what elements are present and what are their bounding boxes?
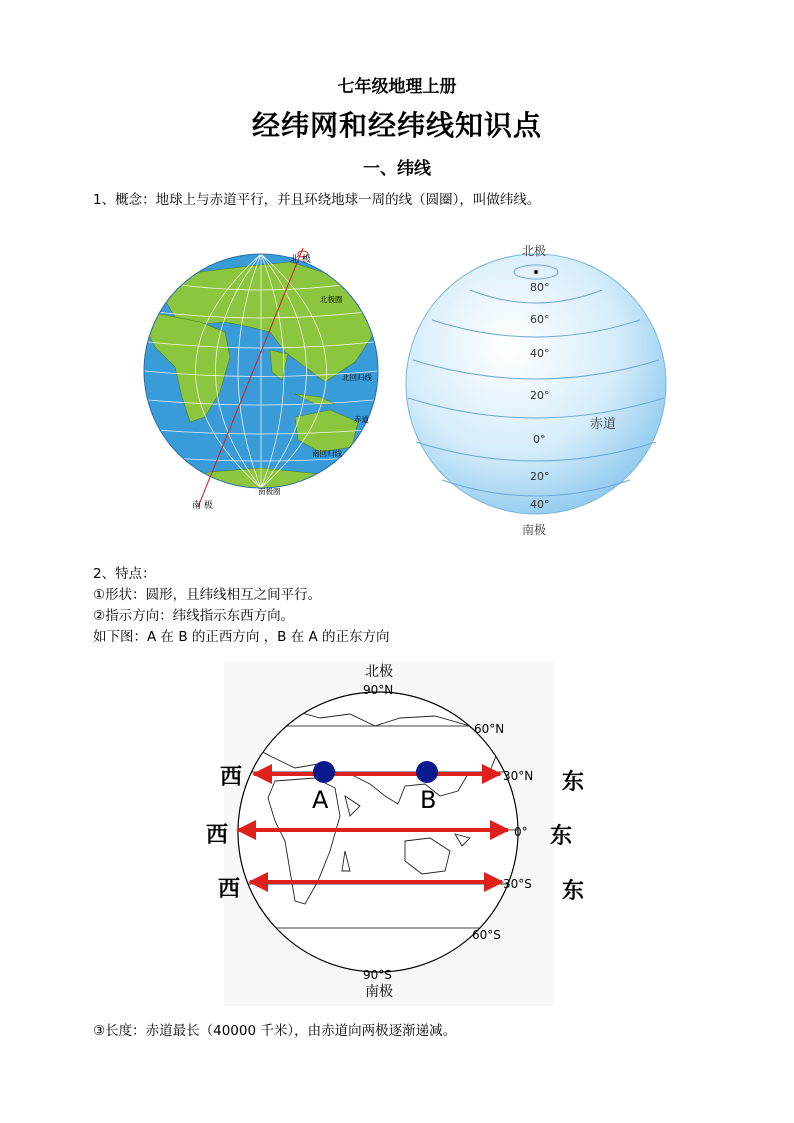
fig2-lat-30n: 30°N — [503, 769, 534, 783]
feature-length: ③长度：赤道最长（40000 千米），由赤道向两极逐渐递减。 — [93, 1023, 457, 1039]
tropic-cancer-label: 北回归线 — [342, 373, 372, 382]
left-north-pole-label: 北 极 — [290, 255, 311, 265]
lat-0-label: 0° — [533, 433, 546, 446]
point-a-label: A — [312, 786, 329, 814]
lat-20n-label: 20° — [530, 389, 550, 402]
latitude-direction-figure — [200, 656, 620, 1008]
lat-20s-label: 20° — [530, 470, 550, 483]
left-south-pole-label: 南 极 — [192, 501, 213, 511]
antarctica-land — [150, 468, 370, 532]
fig2-lat-30s: 30°S — [503, 877, 532, 891]
west-label-3: 西 — [218, 877, 241, 902]
page-title: 经纬网和经纬线知识点 — [251, 109, 542, 142]
antarctic-circle-label: 南极圈 — [258, 487, 281, 496]
tropic-capricorn-label: 南回归线 — [312, 449, 342, 458]
fig2-south-lat: 90°S — [363, 968, 392, 982]
lat-40-label: 40° — [530, 347, 550, 360]
east-label-3: 东 — [562, 879, 585, 904]
feature-shape: ①形状：圆形，且纬线相互之间平行。 — [93, 587, 322, 603]
fig2-lat-60n: 60°N — [474, 722, 505, 736]
features-heading: 2、特点： — [93, 566, 156, 582]
point-a-marker — [313, 761, 335, 783]
point-b-marker — [416, 761, 438, 783]
subject-title: 七年级地理上册 — [337, 77, 457, 97]
lat-60-label: 60° — [530, 313, 550, 326]
lat-80-label: 80° — [530, 281, 550, 294]
concept-text: 1、概念：地球上与赤道平行，并且环绕地球一周的线（圆圈），叫做纬线。 — [93, 192, 541, 208]
fig2-south-pole: 南极 — [365, 984, 393, 1000]
right-south-pole-label: 南极 — [522, 523, 547, 537]
point-b-label: B — [420, 786, 437, 814]
east-label-1: 东 — [562, 770, 585, 795]
east-label-2: 东 — [550, 824, 573, 849]
west-label-2: 西 — [206, 823, 229, 848]
fig2-north-lat: 90°N — [363, 683, 394, 697]
fig2-lat-60s: 60°S — [472, 928, 501, 942]
latitude-globes-figure — [120, 232, 690, 552]
fig2-lat-0: 0° — [514, 825, 528, 839]
equator-label-left: 赤道 — [354, 415, 369, 424]
fig2-north-pole: 北极 — [365, 664, 393, 680]
feature-example: 如下图：A 在 B 的正西方向 ，B 在 A 的正东方向 — [93, 629, 390, 645]
arctic-circle-label: 北极圈 — [320, 295, 343, 304]
right-north-pole-label: 北极 — [522, 244, 547, 258]
section-heading: 一、纬线 — [363, 159, 431, 179]
west-label-1: 西 — [220, 765, 243, 790]
feature-direction: ②指示方向：纬线指示东西方向。 — [93, 608, 295, 624]
lat-40s-label: 40° — [530, 498, 550, 511]
right-equator-label: 赤道 — [590, 417, 617, 432]
